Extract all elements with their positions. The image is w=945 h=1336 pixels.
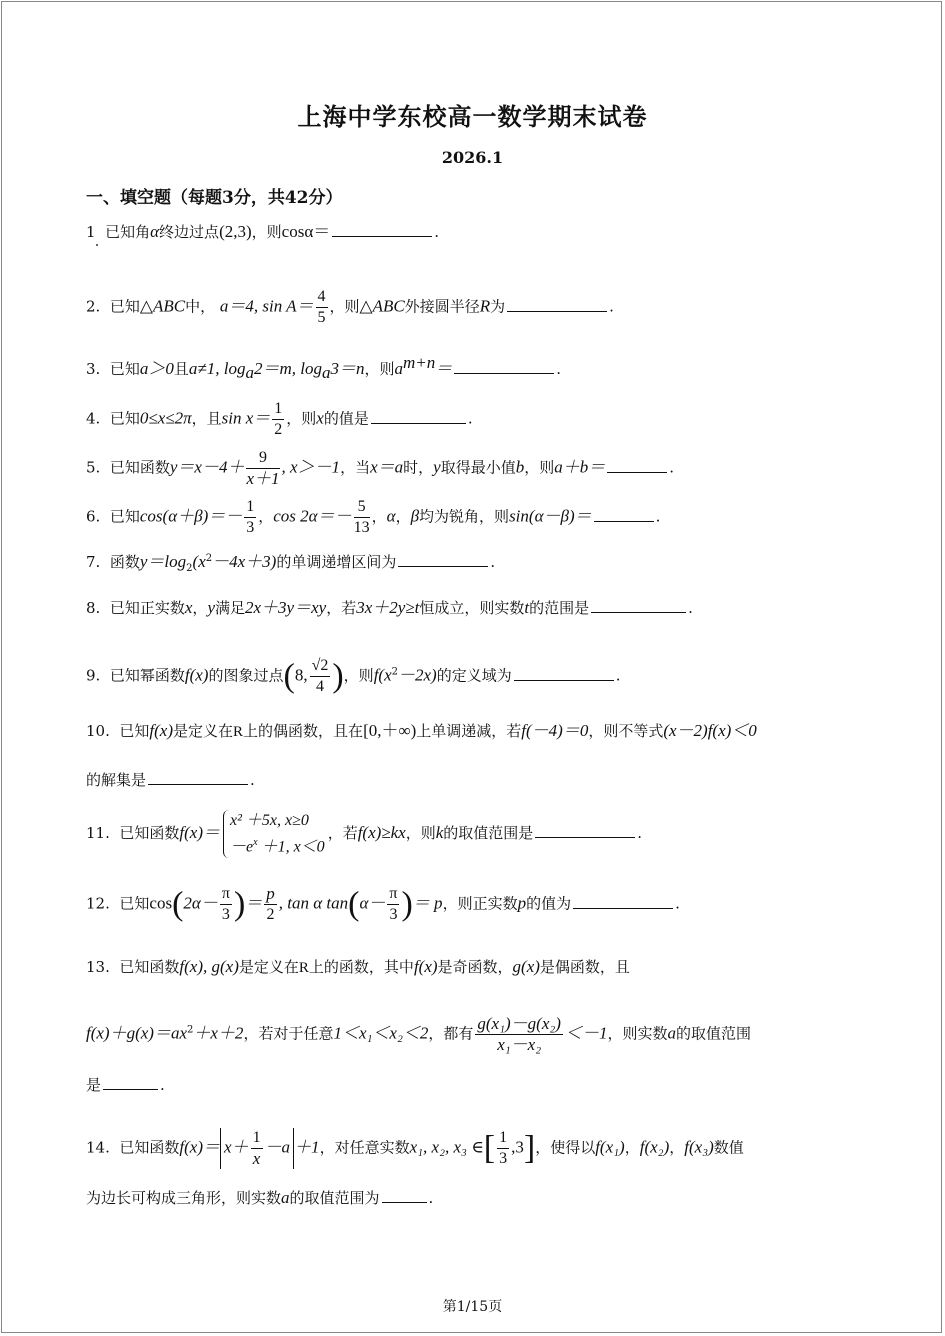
section-heading: 一、填空题（每题3分，共42分） <box>86 188 343 208</box>
stray-dot <box>96 244 98 246</box>
question-1: 1 已知角α终边过点(2,3)，则cosα＝ . <box>86 222 440 241</box>
question-6: 6. 已知cos(α＋β)＝－ $\frac{1}{3}$ ，cos 2α＝－ $\frac{5}{13}$ ，α，β均为锐角，则sin(α－β)＝ . <box>86 498 661 536</box>
answer-blank[interactable] <box>398 552 488 567</box>
question-5: 5. 已知函数y＝x－4＋ $\frac{9}{x+1}$ , x＞－1，当x＝a时，y取得最小值b，则a＋b＝ . <box>86 449 674 488</box>
answer-blank[interactable] <box>148 770 248 785</box>
exam-title: 上海中学东校高一数学期末试卷 <box>297 102 648 131</box>
question-12: 12. 已知cos(2α－ $\frac{\pi}{3}$ )＝ $\frac{p}{2}$ , tan α tan(α－ $\frac{\pi}{3}$ )＝ p，则正实数p的值为 . <box>86 884 680 923</box>
question-13: 13. 已知函数f(x), g(x)是定义在R上的函数，其中f(x)是奇函数，g(x)是偶函数，且 <box>86 957 630 976</box>
answer-blank[interactable] <box>382 1188 427 1203</box>
page-number: 第1/15页 <box>442 1299 503 1315</box>
question-10-cont: 的解集是 . <box>86 771 255 789</box>
exam-date: 2026.1 <box>441 148 504 167</box>
question-10: 10. 已知f(x)是定义在R上的偶函数，且在[0,＋∞)上单调递减，若f(－4)＝0，则不等式(x－2)f(x)＜0 <box>86 721 757 740</box>
answer-blank[interactable] <box>103 1075 158 1090</box>
question-7: 7. 函数$y=\log_2(x^2-4x+3)$的单调递增区间为 . <box>86 552 496 574</box>
answer-blank[interactable] <box>332 222 432 237</box>
answer-blank[interactable] <box>591 598 686 613</box>
question-14: 14. 已知函数f(x)＝ x＋ $\frac{1}{x}$ －a ＋1，对任意实数x₁, x₂, x₃ ∈[ $\frac{1}{3}$ ,3]，使得以f(x₁)，f(x₂)，f(x₃)数值 <box>86 1129 744 1168</box>
question-4: 4. 已知0≤x≤2π，且sin x＝ $\frac{1}{2}$ ，则x的值是 . <box>86 400 473 438</box>
question-14-cont: 为边长可构成三角形，则实数a的取值范围为 . <box>86 1188 434 1207</box>
answer-blank[interactable] <box>454 359 554 374</box>
answer-blank[interactable] <box>371 409 466 424</box>
question-8: 8. 已知正实数x，y满足2x＋3y＝xy，若3x＋2y≥t恒成立，则实数t的范围是 . <box>86 598 693 617</box>
question-13-cont: $f(x)+g(x)=ax^2+x+2$，若对于任意1＜x₁＜x₂＜2，都有 $\frac{\text{g(x₁)－g(x₂)}}{\text{x₁－x₂}}$ ＜－1，则实数a的取值范围 <box>86 1014 751 1054</box>
question-9: 9. 已知幂函数f(x)的图象过点(8, $\frac{√2}{4}$ )，则$f(x^2-2x)$的定义域为 . <box>86 657 621 695</box>
answer-blank[interactable] <box>514 666 614 681</box>
answer-blank[interactable] <box>535 823 635 838</box>
question-3: 3. 已知a＞0且a≠1, $\log_a2=m$, $\log_a3=n$，则$a^{m+n}=$ . <box>86 353 561 382</box>
answer-blank[interactable] <box>507 297 607 312</box>
question-11: 11. 已知函数f(x)＝ x² ＋5x, x≥0 $-e^x +1$, x＜0 ，若f(x)≥kx，则k的取值范围是 . <box>86 810 642 858</box>
answer-blank[interactable] <box>573 894 673 909</box>
answer-blank[interactable] <box>594 507 654 522</box>
answer-blank[interactable] <box>607 458 667 473</box>
question-13-end: 是 . <box>86 1076 165 1094</box>
question-2: 2. 已知△ABC中， a＝4, sin A＝ $\frac{4}{5}$ ，则△ABC外接圆半径R为 . <box>86 288 614 326</box>
